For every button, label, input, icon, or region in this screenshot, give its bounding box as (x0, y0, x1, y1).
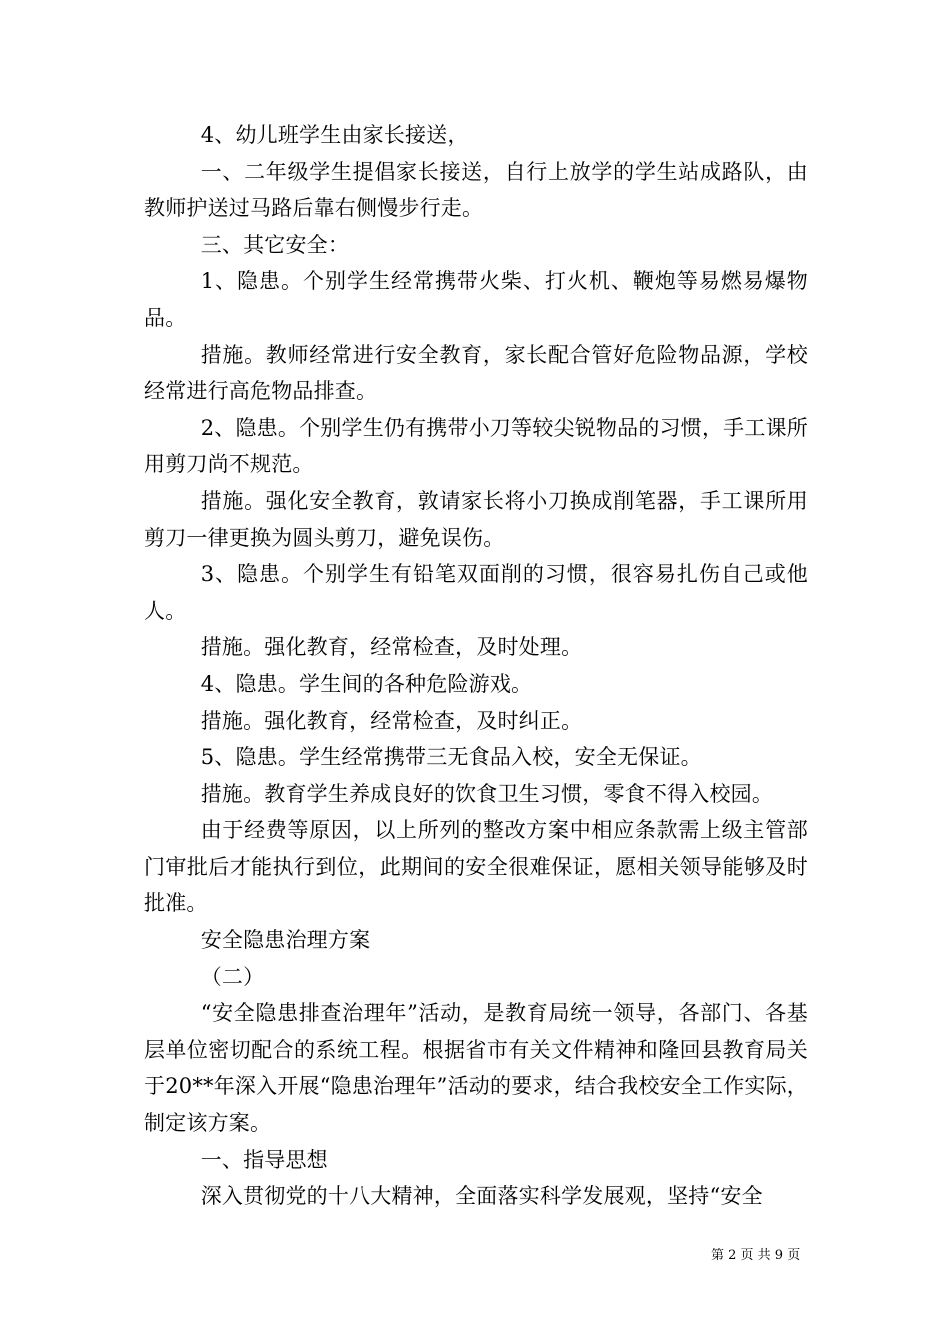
paragraph: 由于经费等原因，以上所列的整改方案中相应条款需上级主管部门审批后才能执行到位，此期间的安全很难保证，愿相关领导能够及时批准。 (144, 818, 808, 916)
paragraph: 深入贯彻党的十八大精神，全面落实科学发展观，坚持“安全 (200, 1184, 763, 1209)
paragraph: 5、隐患。学生经常携带三无食品入校，安全无保证。 (200, 745, 702, 770)
paragraph: “安全隐患排查治理年”活动，是教育局统一领导，各部门、各基层单位密切配合的系统工程。根据省市有关文件精神和隆回县教育局关于20**年深入开展“隐患治理年”活动的要求，结合我校安全工作实际，制定该方案。 (144, 1001, 808, 1136)
paragraph: 1、隐患。个别学生经常携带火柴、打火机、鞭炮等易燃易爆物品。 (144, 269, 808, 330)
page-number: 第 2 页 共 9 页 (711, 1248, 801, 1263)
paragraph: 一、二年级学生提倡家长接送，自行上放学的学生站成路队，由教师护送过马路后靠右侧慢步行走。 (144, 159, 808, 221)
paragraph: 措施。强化安全教育，敦请家长将小刀换成削笔器，手工课所用剪刀一律更换为圆头剪刀，避免误伤。 (144, 488, 808, 550)
section-heading: 三、其它安全： (200, 232, 350, 257)
document-body (144, 117, 808, 1215)
document-subtitle: （二） (200, 964, 265, 989)
paragraph: 2、隐患。个别学生仍有携带小刀等较尖锐物品的习惯，手工课所用剪刀尚不规范。 (144, 415, 808, 477)
section-heading: 一、指导思想 (200, 1147, 328, 1172)
paragraph: 措施。强化教育，经常检查，及时纠正。 (200, 708, 583, 733)
paragraph: 4、幼儿班学生由家长接送， (200, 123, 469, 147)
paragraph: 措施。教育学生养成良好的饮食卫生习惯，零食不得入校园。 (200, 781, 774, 806)
paragraph: 措施。强化教育，经常检查，及时处理。 (200, 635, 583, 660)
paragraph: 措施。教师经常进行安全教育，家长配合管好危险物品源，学校经常进行高危物品排查。 (144, 342, 808, 404)
paragraph: 4、隐患。学生间的各种危险游戏。 (200, 671, 533, 696)
document-title: 安全隐患治理方案 (200, 928, 371, 953)
paragraph: 3、隐患。个别学生有铅笔双面削的习惯，很容易扎伤自己或他人。 (144, 562, 808, 623)
